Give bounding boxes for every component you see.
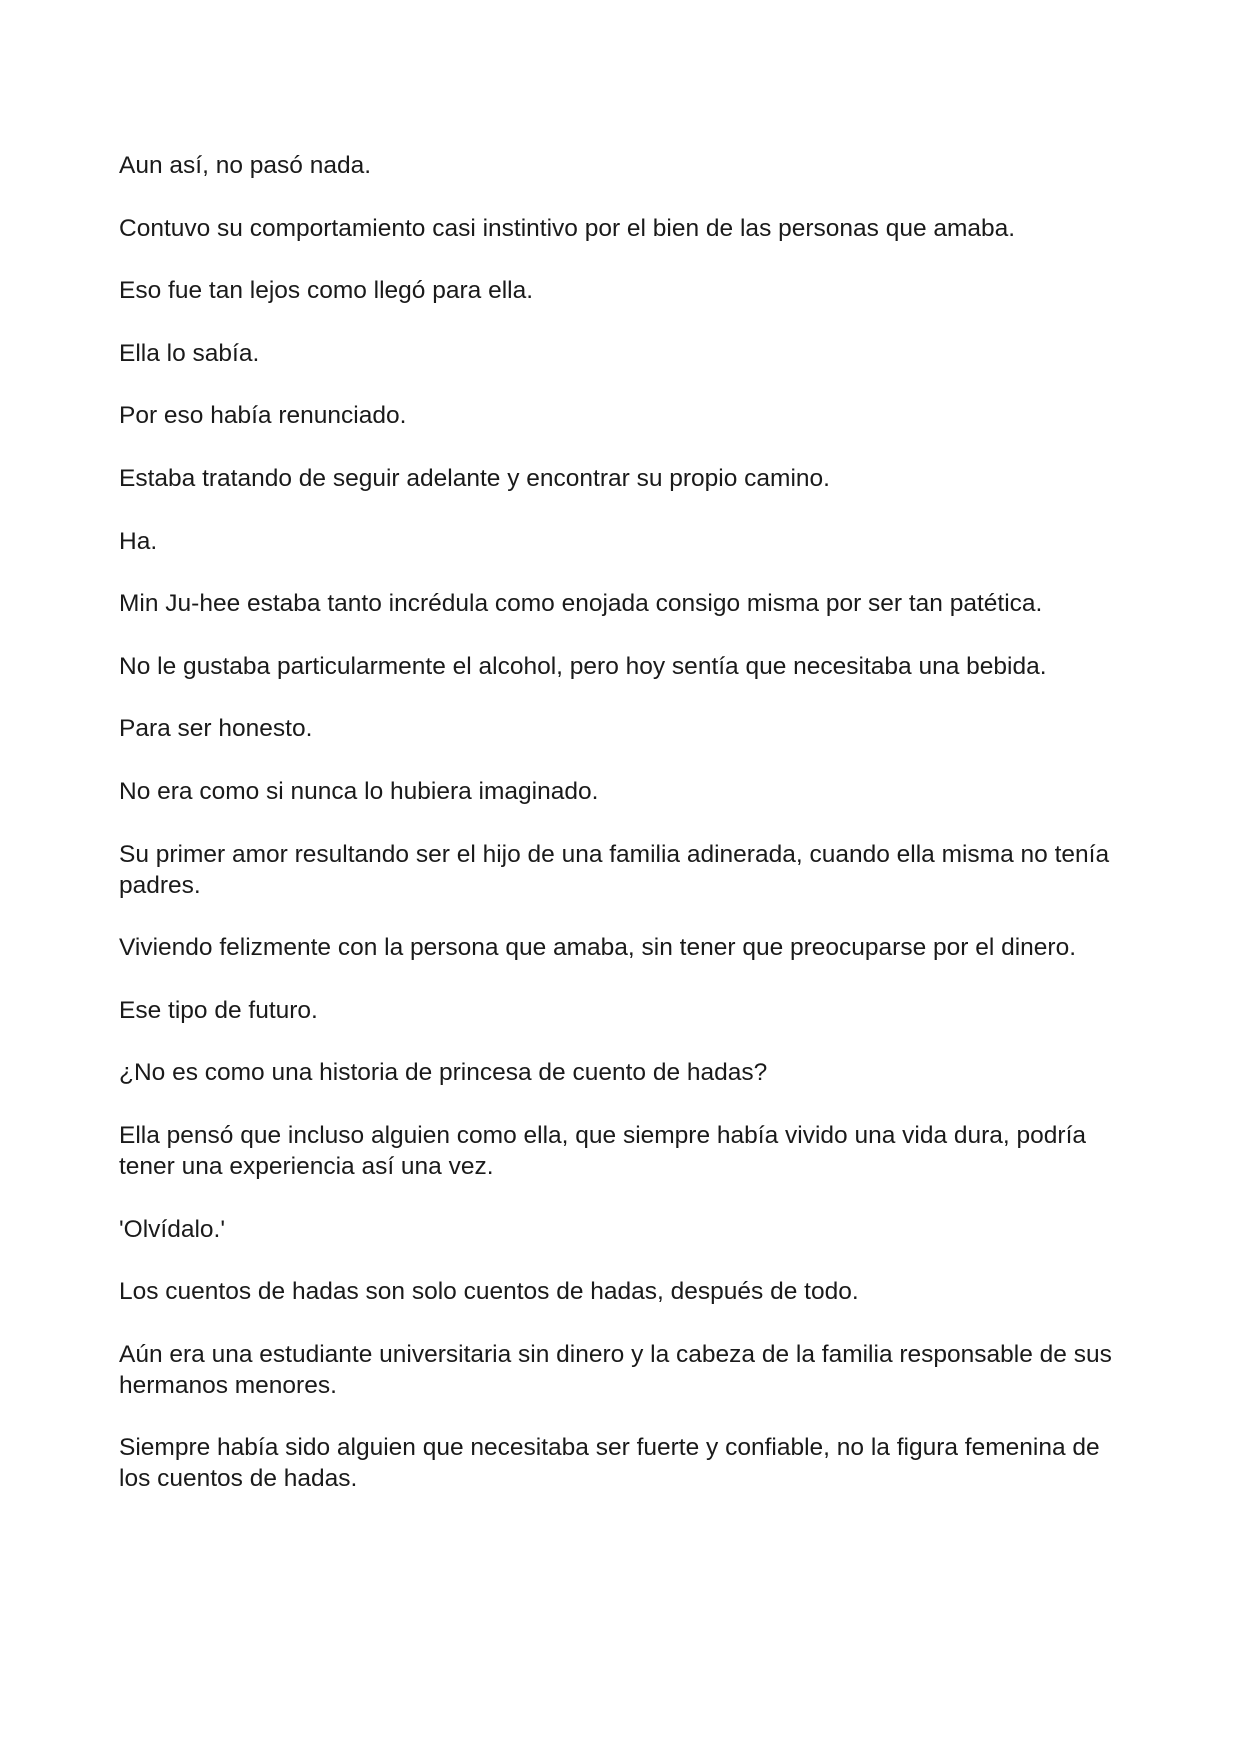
paragraph: No le gustaba particularmente el alcohol, pero hoy sentía que necesitaba una bebida. — [119, 652, 1047, 680]
paragraph: Estaba tratando de seguir adelante y encontrar su propio camino. — [119, 464, 830, 492]
paragraph: Ella lo sabía. — [119, 339, 260, 367]
paragraph: No era como si nunca lo hubiera imaginado. — [119, 777, 599, 805]
paragraph: Viviendo felizmente con la persona que amaba, sin tener que preocuparse por el dinero. — [119, 934, 1077, 962]
paragraph: Aún era una estudiante universitaria sin dinero y la cabeza de la familia responsable de sus hermanos menores. — [119, 1340, 1112, 1399]
paragraph: 'Olvídalo.' — [119, 1215, 226, 1243]
paragraph: Por eso había renunciado. — [119, 402, 407, 430]
paragraph: Min Ju-hee estaba tanto incrédula como enojada consigo misma por ser tan patética. — [119, 590, 1043, 618]
paragraph: Eso fue tan lejos como llegó para ella. — [119, 277, 534, 305]
paragraph: Contuvo su comportamiento casi instintivo por el bien de las personas que amaba. — [119, 214, 1016, 242]
paragraph: Ha. — [119, 527, 158, 555]
document-body — [119, 150, 1129, 1526]
paragraph: Aun así, no pasó nada. — [119, 152, 371, 179]
paragraph: Ese tipo de futuro. — [119, 996, 318, 1024]
paragraph: Siempre había sido alguien que necesitaba ser fuerte y confiable, no la figura femenina de los cuentos de hadas. — [119, 1434, 1100, 1493]
paragraph: Ella pensó que incluso alguien como ella, que siempre había vivido una vida dura, podría tener una experiencia así una vez. — [119, 1121, 1087, 1180]
paragraph: ¿No es como una historia de princesa de cuento de hadas? — [119, 1059, 768, 1087]
paragraph: Para ser honesto. — [119, 715, 313, 743]
paragraph: Los cuentos de hadas son solo cuentos de hadas, después de todo. — [119, 1278, 859, 1306]
paragraph: Su primer amor resultando ser el hijo de una familia adinerada, cuando ella misma no tenía padres. — [119, 840, 1110, 899]
